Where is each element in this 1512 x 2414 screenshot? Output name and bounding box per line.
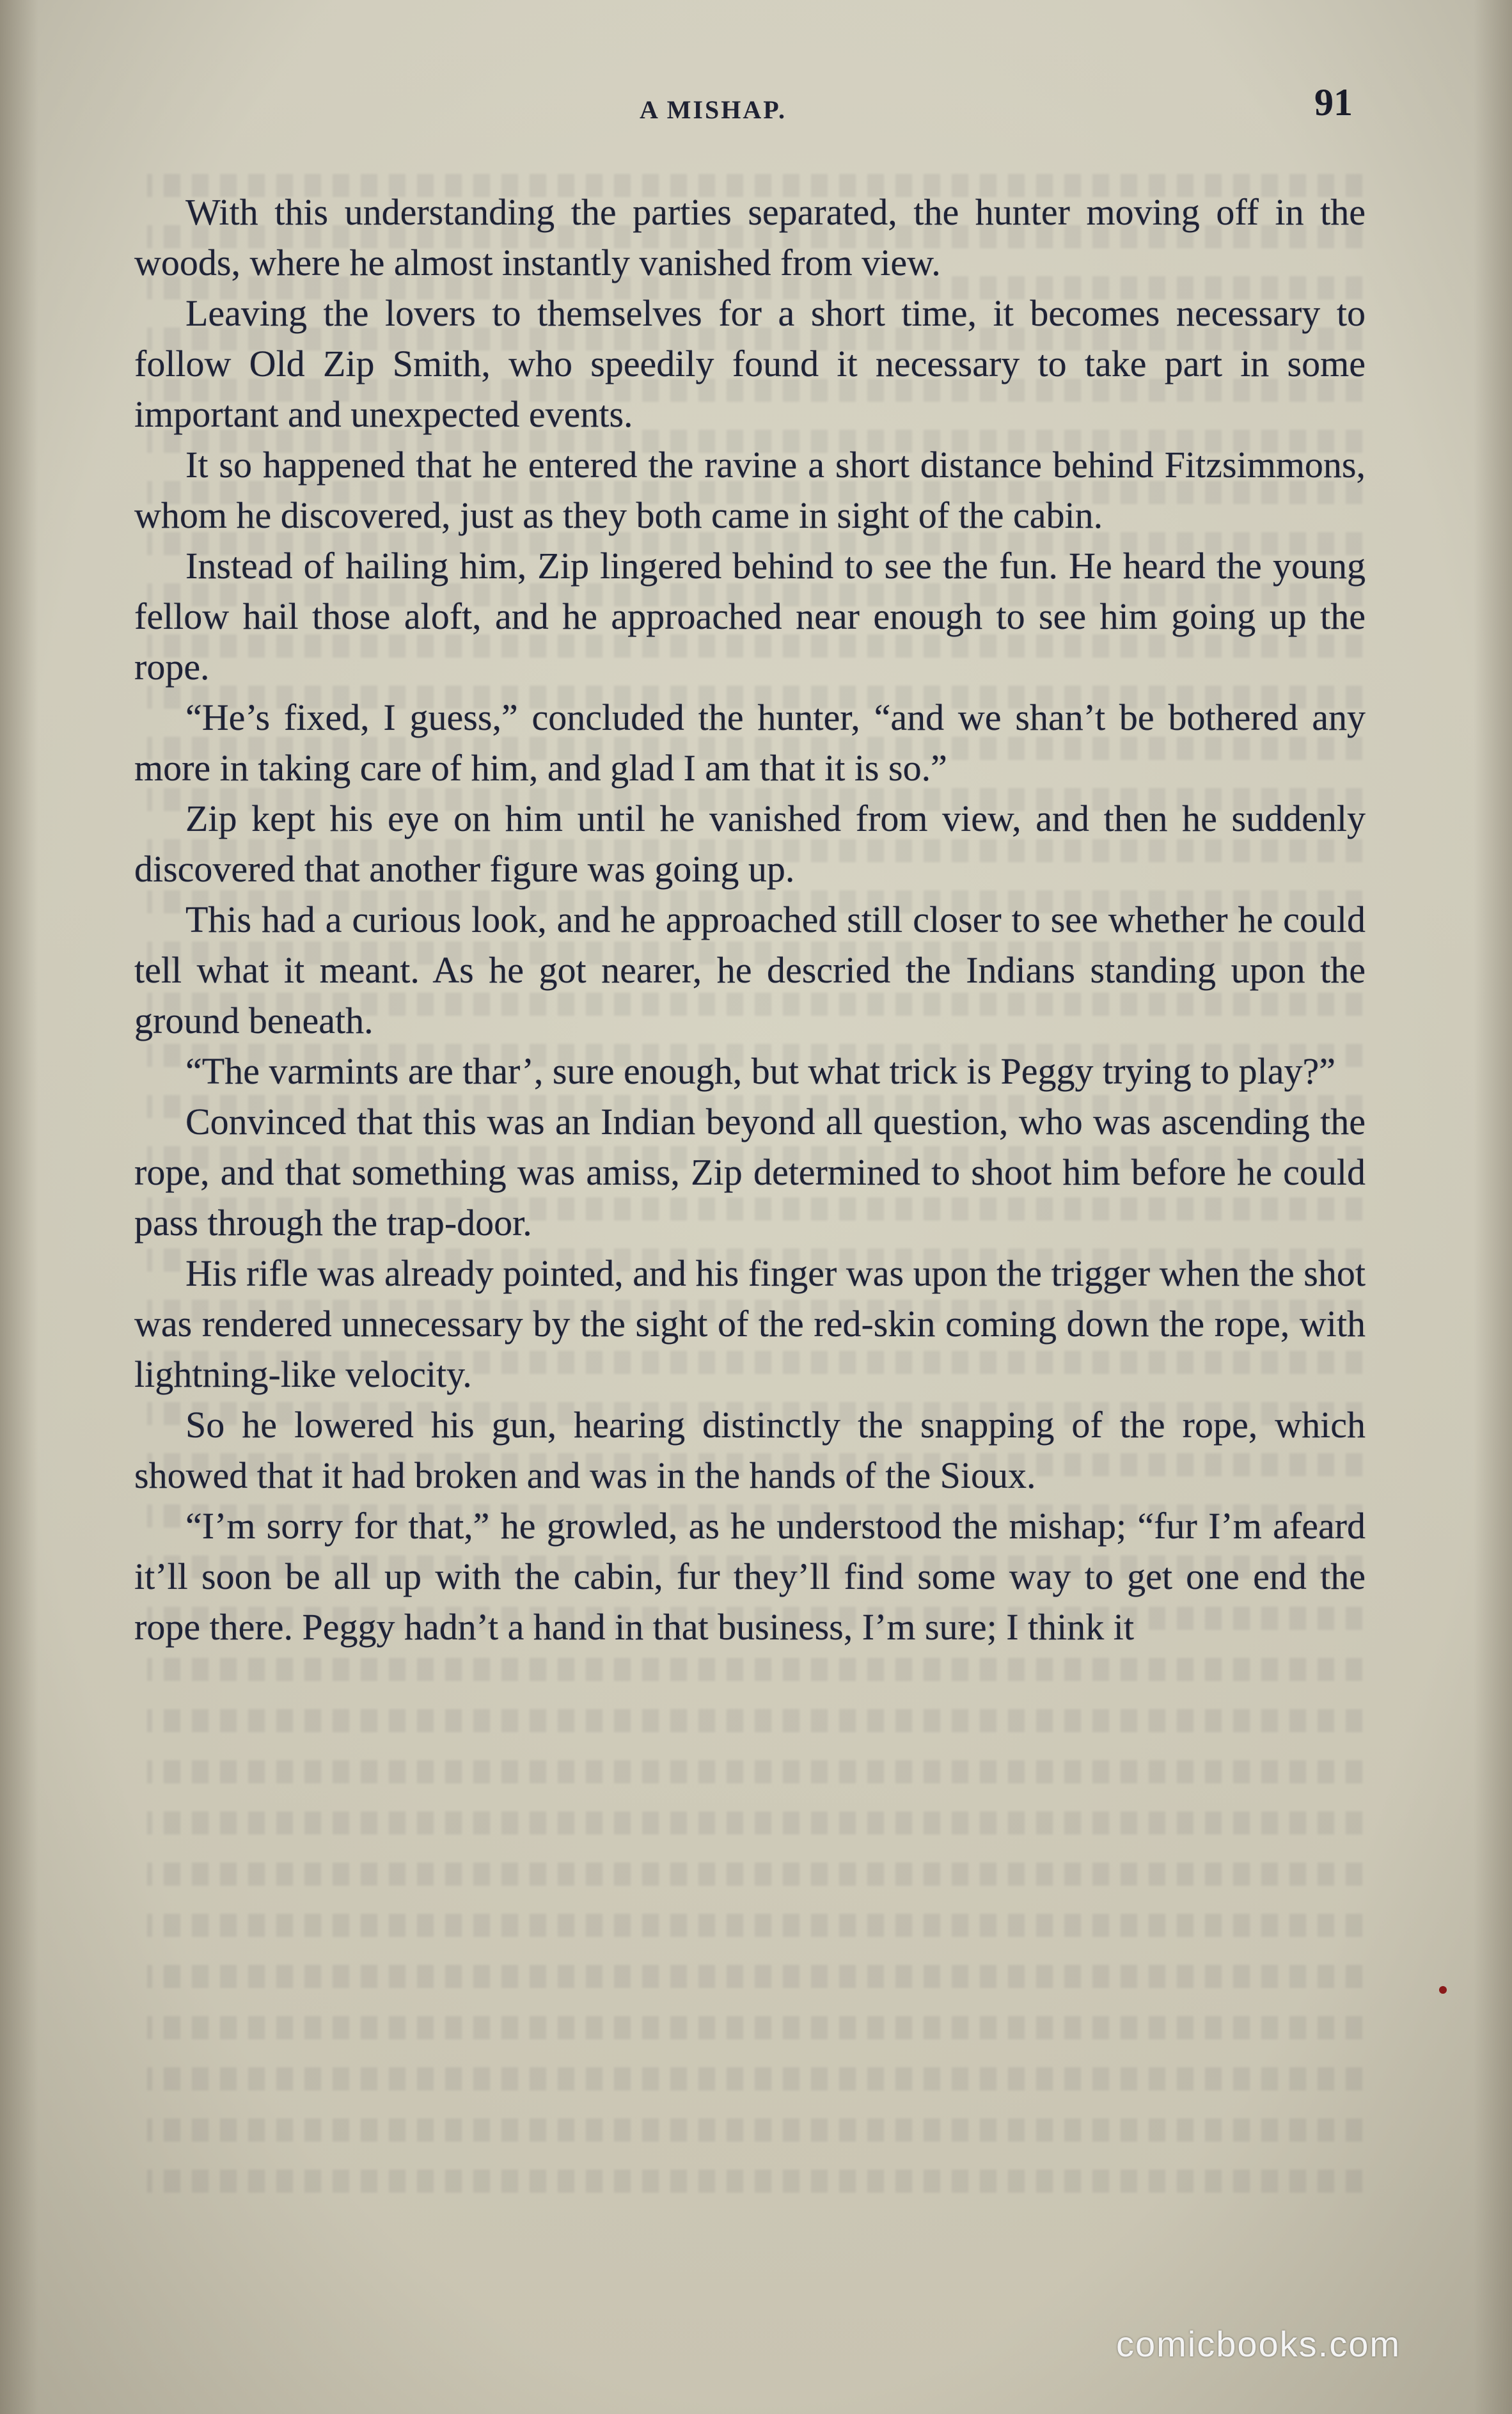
paragraph: This had a curious look, and he approached still closer to see whether he could tell what it meant. As he got nearer, he descried the Indians standing upon the ground beneath. <box>134 899 1366 1041</box>
paragraph: “I’m sorry for that,” he growled, as he understood the mishap; “fur I’m afeard it’ll soon be all up with the cabin, fur they’ll find some way to get one end the rope there. Peggy hadn’t a hand in that business, I’m sure; I think it <box>134 1505 1366 1648</box>
ink-spot <box>1439 1986 1447 1994</box>
page-edge-shadow-right <box>1474 0 1512 2414</box>
paragraph: Instead of hailing him, Zip lingered behind to see the fun. He heard the young fellow hail those aloft, and he approached near enough to see him going up the rope. <box>134 545 1366 688</box>
page-number: 91 <box>1314 81 1353 123</box>
page-edge-shadow-left <box>0 0 38 2414</box>
body-text <box>134 187 1366 1652</box>
running-head: A MISHAP. <box>640 95 787 124</box>
paragraph: It so happened that he entered the ravine a short distance behind Fitzsimmons, whom he discovered, just as they both came in sight of the cabin. <box>134 444 1366 536</box>
paragraph: “He’s fixed, I guess,” concluded the hunter, “and we shan’t be bothered any more in taking care of him, and glad I am that it is so.” <box>134 697 1366 789</box>
paragraph: Zip kept his eye on him until he vanished from view, and then he suddenly discovered that another figure was going up. <box>134 798 1366 890</box>
paragraph: His rifle was already pointed, and his finger was upon the trigger when the shot was rendered unnecessary by the sight of the red-skin coming down the rope, with lightning-like velocity. <box>134 1252 1366 1395</box>
paragraph: So he lowered his gun, hearing distinctly the snapping of the rope, which showed that it had broken and was in the hands of the Sioux. <box>134 1404 1366 1496</box>
paragraph: “The varmints are thar’, sure enough, but what trick is Peggy trying to play?” <box>185 1050 1336 1092</box>
paragraph: Leaving the lovers to themselves for a short time, it becomes necessary to follow Old Zip Smith, who speedily found it necessary to take part in some important and unexpected events. <box>134 292 1366 435</box>
paragraph: Convinced that this was an Indian beyond all question, who was ascending the rope, and that something was amiss, Zip determined to shoot him before he could pass through the trap-door. <box>134 1101 1366 1243</box>
watermark: comicbooks.com <box>1116 2324 1401 2364</box>
paragraph: With this understanding the parties separated, the hunter moving off in the woods, where he almost instantly vanished from view. <box>134 191 1366 283</box>
